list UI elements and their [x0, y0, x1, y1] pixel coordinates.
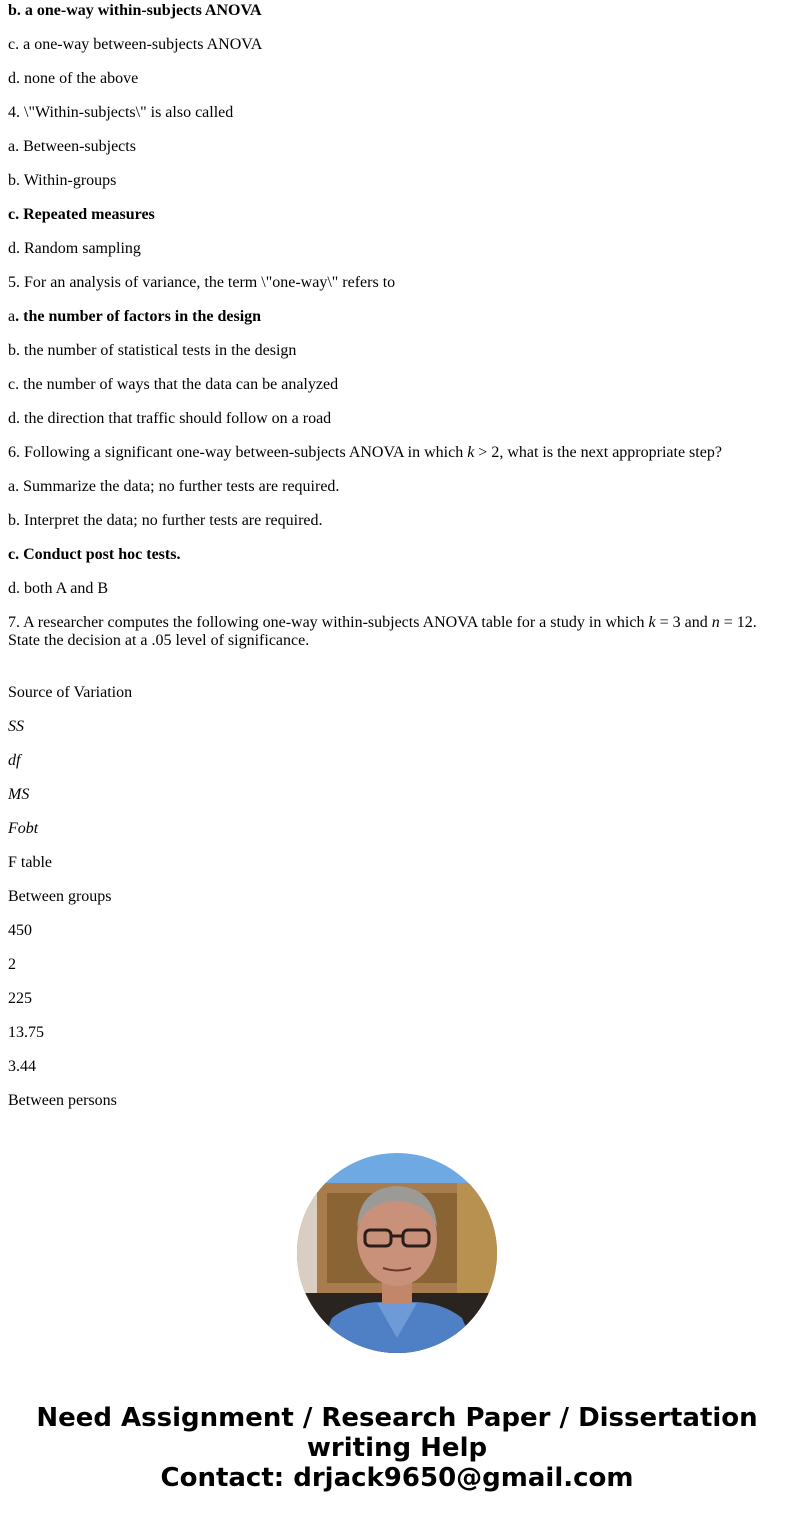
q4-option-b: b. Within-groups — [8, 172, 117, 189]
table-header-ftable: F table — [8, 854, 52, 871]
q5-option-a — [8, 307, 261, 327]
q7-part1: 7. A researcher computes the following one-way within-subjects ANOVA table for a study in which — [8, 614, 649, 631]
footer-line2: writing Help — [306, 1433, 488, 1463]
table-cell: Between groups — [8, 888, 112, 905]
table-header-df: df — [8, 752, 21, 769]
q5-option-d: d. the direction that traffic should follow on a road — [8, 410, 332, 427]
q5-question: 5. For an analysis of variance, the term \"one-way\" refers to — [8, 274, 396, 291]
table-header-fobt: Fobt — [8, 820, 39, 837]
q3-option-d: d. none of the above — [8, 70, 139, 87]
table-cell: 450 — [8, 922, 32, 939]
q3-option-c: c. a one-way between-subjects ANOVA — [8, 36, 263, 53]
q6-option-b: b. Interpret the data; no further tests are required. — [8, 512, 323, 529]
footer-line1: Need Assignment / Research Paper / Dissertation — [36, 1403, 758, 1433]
avatar-portrait — [297, 1153, 497, 1353]
q7-var-k: k — [648, 614, 656, 631]
table-header-ss: SS — [8, 718, 24, 735]
q4-option-c: c. Repeated measures — [8, 206, 155, 223]
q6-option-a: a. Summarize the data; no further tests are required. — [8, 478, 340, 495]
q4-option-a: a. Between-subjects — [8, 138, 136, 155]
table-cell: 13.75 — [8, 1024, 44, 1041]
footer-banner — [0, 1403, 794, 1493]
q7-part3: = 12. State the decision at a .05 level of significance. — [8, 614, 757, 649]
avatar — [297, 1153, 497, 1353]
q5-option-c: c. the number of ways that the data can be analyzed — [8, 376, 339, 393]
q4-question: 4. \"Within-subjects\" is also called — [8, 104, 234, 121]
q6-question-var: k — [467, 444, 475, 461]
q5-option-a-letter: a — [8, 308, 16, 325]
q7-var-n: n — [711, 614, 720, 631]
q5-option-b: b. the number of statistical tests in the design — [8, 342, 297, 359]
table-header-source: Source of Variation — [8, 684, 133, 701]
q6-question-end: > 2, what is the next appropriate step? — [474, 444, 722, 461]
q6-option-d: d. both A and B — [8, 580, 109, 597]
q4-option-d: d. Random sampling — [8, 240, 141, 257]
table-row-label: Between persons — [8, 1092, 117, 1109]
table-cell: 225 — [8, 990, 32, 1007]
q3-option-b: b. a one-way within-subjects ANOVA — [8, 2, 262, 19]
footer-contact[interactable]: Contact: drjack9650@gmail.com — [160, 1463, 634, 1493]
q6-option-c: c. Conduct post hoc tests. — [8, 546, 181, 563]
q7-part2: = 3 and — [655, 614, 712, 631]
q7-question — [8, 614, 778, 650]
table-cell: 2 — [8, 956, 16, 973]
q5-option-a-text: . the number of factors in the design — [15, 308, 262, 325]
q6-question — [8, 443, 722, 463]
table-header-ms: MS — [8, 786, 30, 803]
table-cell: 3.44 — [8, 1058, 36, 1075]
q6-question-start: 6. Following a significant one-way between-subjects ANOVA in which — [8, 444, 468, 461]
